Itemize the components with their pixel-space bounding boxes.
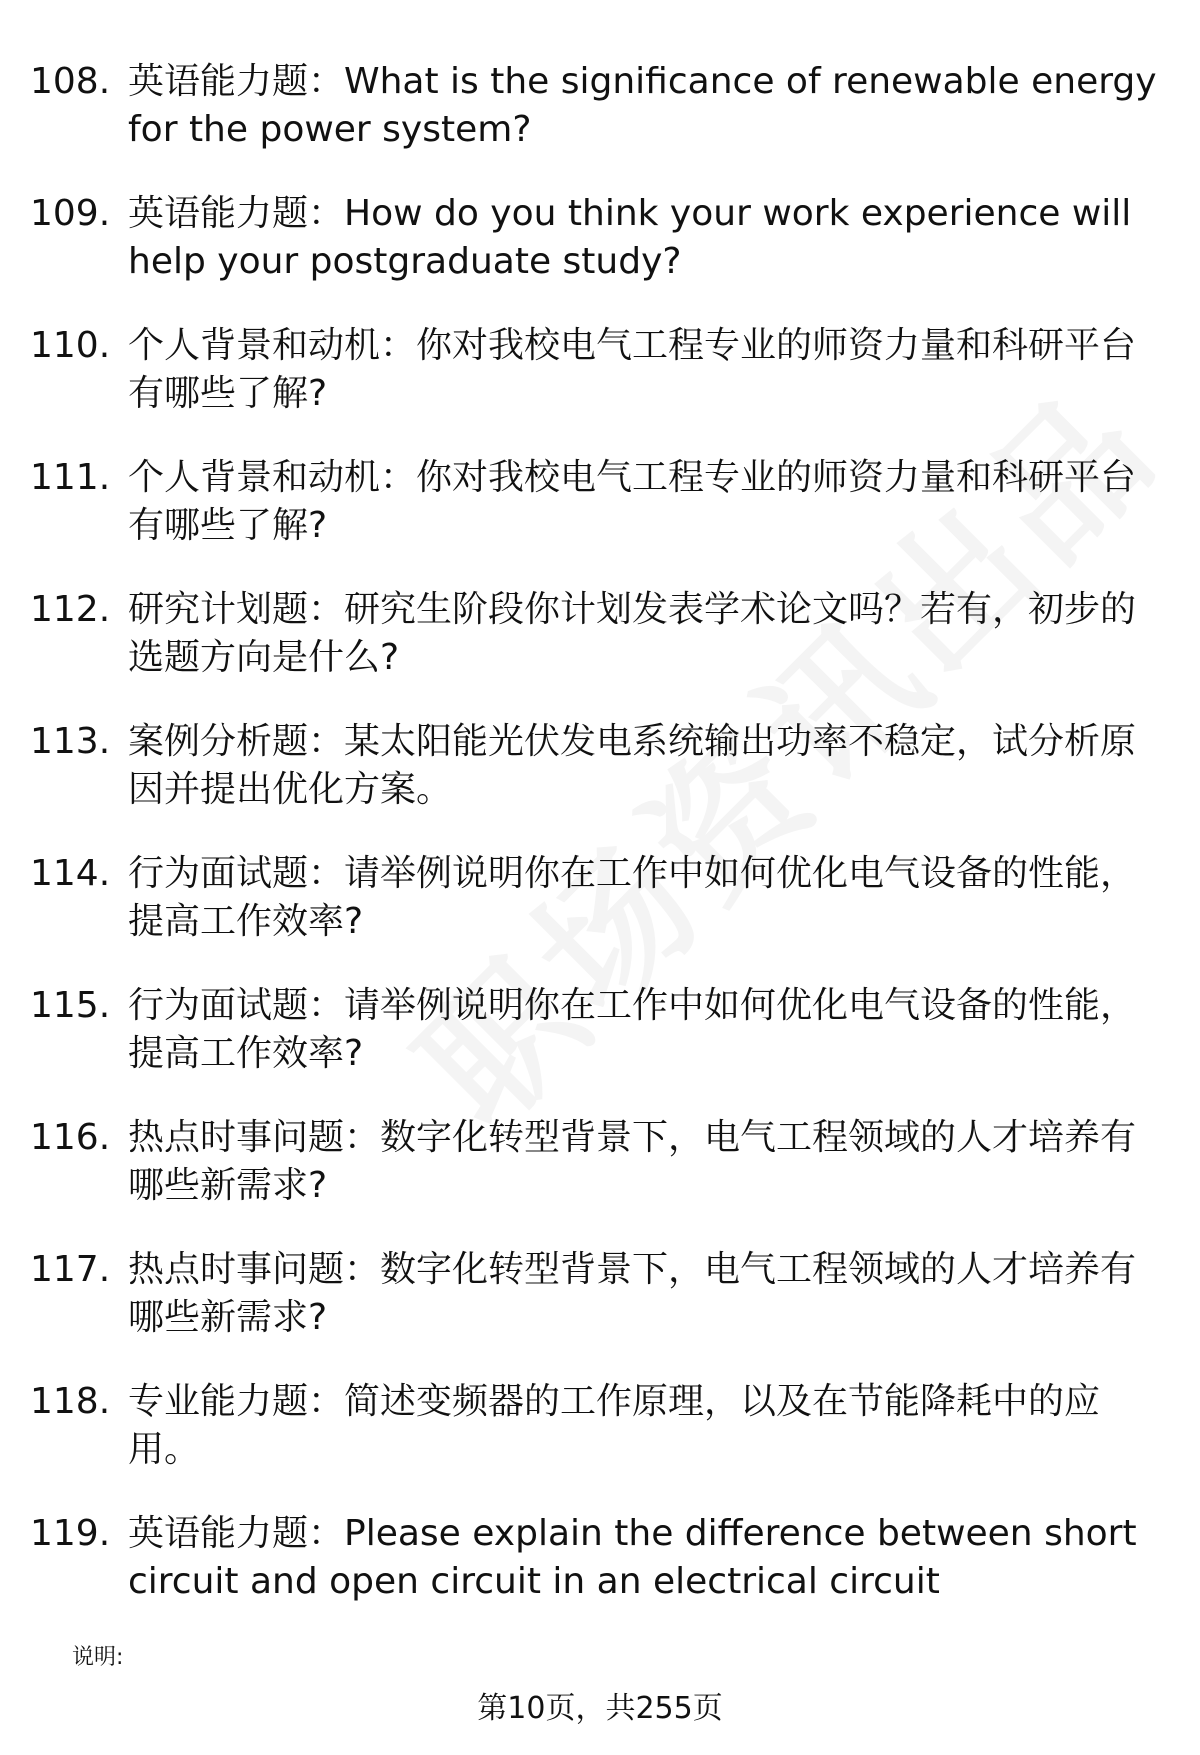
question-number: 114. (30, 853, 111, 894)
question-number: 113. (30, 721, 111, 762)
question-number: 112. (30, 589, 111, 630)
question-number: 117. (30, 1249, 111, 1290)
question-number: 118. (30, 1381, 111, 1422)
question-number: 119. (30, 1513, 111, 1554)
question-item (30, 1510, 1170, 1606)
question-item (30, 190, 1170, 286)
question-text: 英语能力题：What is the significance of renewable energy for the power system? (128, 61, 1157, 150)
question-text: 热点时事问题：数字化转型背景下，电气工程领域的人才培养有哪些新需求? (128, 1117, 1137, 1206)
question-text: 英语能力题：How do you think your work experience will help your postgraduate study? (128, 193, 1132, 282)
question-number: 109. (30, 193, 111, 234)
question-item (30, 586, 1170, 682)
question-item (30, 58, 1170, 154)
question-number: 116. (30, 1117, 111, 1158)
question-number: 108. (30, 61, 111, 102)
question-item (30, 718, 1170, 814)
page-footer: 第10页，共255页 (477, 1691, 723, 1726)
question-item (30, 850, 1170, 946)
question-text: 研究计划题：研究生阶段你计划发表学术论文吗？若有，初步的选题方向是什么? (128, 589, 1137, 678)
question-item (30, 454, 1170, 550)
question-item (30, 1114, 1170, 1210)
question-item (30, 322, 1170, 418)
question-number: 115. (30, 985, 111, 1026)
question-text: 英语能力题：Please explain the difference between short circuit and open circuit in an electrical circuit (128, 1513, 1137, 1602)
question-text: 行为面试题：请举例说明你在工作中如何优化电气设备的性能，提高工作效率? (128, 853, 1137, 942)
question-number: 110. (30, 325, 111, 366)
question-text: 个人背景和动机：你对我校电气工程专业的师资力量和科研平台有哪些了解? (128, 325, 1137, 414)
question-text: 热点时事问题：数字化转型背景下，电气工程领域的人才培养有哪些新需求? (128, 1249, 1137, 1338)
question-text: 专业能力题：简述变频器的工作原理，以及在节能降耗中的应用。 (128, 1381, 1101, 1470)
question-list (30, 58, 1170, 1642)
question-text: 行为面试题：请举例说明你在工作中如何优化电气设备的性能，提高工作效率? (128, 985, 1137, 1074)
question-text: 案例分析题：某太阳能光伏发电系统输出功率不稳定，试分析原因并提出优化方案。 (128, 721, 1137, 810)
question-item (30, 1246, 1170, 1342)
question-item (30, 982, 1170, 1078)
note-label: 说明: (72, 1645, 124, 1670)
question-item (30, 1378, 1170, 1474)
question-number: 111. (30, 457, 111, 498)
question-text: 个人背景和动机：你对我校电气工程专业的师资力量和科研平台有哪些了解? (128, 457, 1137, 546)
